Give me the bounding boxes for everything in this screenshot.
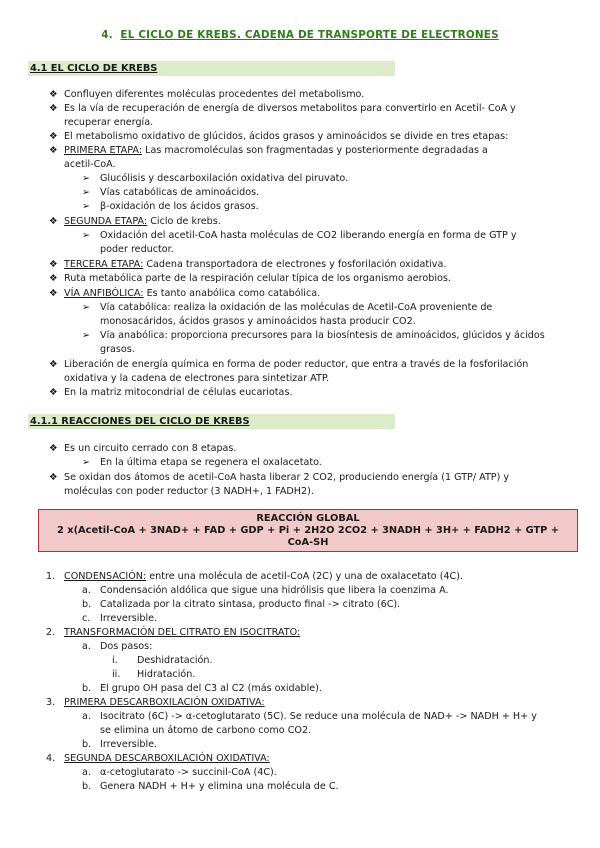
sub-bullet-text: β-oxidación de los ácidos grasos. <box>100 201 259 212</box>
list-letter: a. <box>82 767 91 778</box>
step-primera-descarbox: PRIMERA DESCARBOXILACIÓN OXIDATIVA: <box>64 697 265 708</box>
sub-bullet-text: Oxidación del acetil-CoA hasta moléculas de CO2 liberando energía en forma de GTP y <box>100 230 517 241</box>
arrow-bullet-icon: ➢ <box>82 330 91 341</box>
list-letter: b. <box>82 599 92 610</box>
sub-item-text: α-cetoglutarato -> succinil-CoA (4C). <box>100 767 277 778</box>
step-number: 4. <box>46 753 56 764</box>
bullet-text-cont: moléculas con poder reductor (3 NADH+, 1 FADH2). <box>64 486 314 497</box>
step-number: 1. <box>46 571 56 582</box>
bullet-text: En la matriz mitocondrial de células eucariotas. <box>64 387 293 398</box>
list-roman: i. <box>112 655 118 666</box>
list-letter: a. <box>82 585 91 596</box>
diamond-bullet-icon: ❖ <box>49 145 58 156</box>
sub-item-text-cont: se elimina un átomo de carbono como CO2. <box>100 725 312 736</box>
arrow-bullet-icon: ➢ <box>82 187 91 198</box>
diamond-bullet-icon: ❖ <box>49 359 58 370</box>
sub-sub-item-text: Deshidratación. <box>137 655 213 666</box>
sub-bullet-text-cont: monosacáridos, ácidos grasos y aminoácidos hasta producir CO2. <box>100 316 416 327</box>
diamond-bullet-icon: ❖ <box>49 259 58 270</box>
sub-item-text: Irreversible. <box>100 739 158 750</box>
sub-bullet-text-cont: poder reductor. <box>100 244 174 255</box>
bullet-text-cont: oxidativa y la cadena de electrones para sintetizar ATP. <box>64 373 330 384</box>
bullet-text: El metabolismo oxidativo de glúcidos, ácidos grasos y aminoácidos se divide en tres etapas: <box>64 131 509 142</box>
step-transformacion: TRANSFORMACIÓN DEL CITRATO EN ISOCITRATO: <box>64 627 301 638</box>
diamond-bullet-icon: ❖ <box>49 472 58 483</box>
bullet-text: Es la vía de recuperación de energía de diversos metabolitos para convertirlo en Acetil- CoA y <box>64 103 516 114</box>
bullet-text: Es un circuito cerrado con 8 etapas. <box>64 443 237 454</box>
arrow-bullet-icon: ➢ <box>82 302 91 313</box>
step-number: 2. <box>46 627 56 638</box>
arrow-bullet-icon: ➢ <box>82 201 91 212</box>
sub-bullet-text: Vía catabólica: realiza la oxidación de las moléculas de Acetil-CoA proveniente de <box>100 302 493 313</box>
segunda-etapa: SEGUNDA ETAPA: Ciclo de krebs. <box>64 216 221 227</box>
step-number: 3. <box>46 697 56 708</box>
bullet-text-cont: recuperar energía. <box>64 117 154 128</box>
step-condensacion: CONDENSACIÓN: entre una molécula de acetil-CoA (2C) y una de oxalacetato (4C). <box>64 571 464 582</box>
sub-item-text: El grupo OH pasa del C3 al C2 (más oxidable). <box>100 683 322 694</box>
diamond-bullet-icon: ❖ <box>49 273 58 284</box>
list-letter: a. <box>82 711 91 722</box>
sub-bullet-text: Vía anabólica: proporciona precursores para la biosíntesis de aminoácidos, glúcidos y ácidos <box>100 330 545 341</box>
section-heading-reacciones: 4.1.1 REACCIONES DEL CICLO DE KREBS <box>28 414 395 429</box>
diamond-bullet-icon: ❖ <box>49 288 58 299</box>
title-number: 4. <box>101 29 113 41</box>
list-letter: b. <box>82 683 92 694</box>
via-anfibolica: VÍA ANFIBÓLICA: Es tanto anabólica como catabólica. <box>64 288 321 299</box>
bullet-text: Confluyen diferentes moléculas procedentes del metabolismo. <box>64 89 365 100</box>
bullet-text: Se oxidan dos átomos de acetil-CoA hasta liberar 2 CO2, produciendo energía (1 GTP/ ATP) y <box>64 472 510 483</box>
list-letter: a. <box>82 641 91 652</box>
sub-sub-item-text: Hidratación. <box>137 669 196 680</box>
sub-bullet-text: En la última etapa se regenera el oxalacetato. <box>100 457 322 468</box>
sub-item-text: Catalizada por la citrato sintasa, producto final -> citrato (6C). <box>100 599 401 610</box>
arrow-bullet-icon: ➢ <box>82 457 91 468</box>
list-letter: c. <box>82 613 91 624</box>
diamond-bullet-icon: ❖ <box>49 131 58 142</box>
global-reaction-box <box>38 509 578 552</box>
section-heading-krebs: 4.1 EL CICLO DE KREBS <box>28 61 395 76</box>
sub-bullet-text: Glucólisis y descarboxilación oxidativa del piruvato. <box>100 173 349 184</box>
sub-bullet-text-cont: grasos. <box>100 344 135 355</box>
primera-etapa-cont: acetil-CoA. <box>64 159 116 170</box>
step-segunda-descarbox: SEGUNDA DESCARBOXILACIÓN OXIDATIVA: <box>64 753 270 764</box>
bullet-text: Liberación de energía química en forma de poder reductor, que entra a través de la fosforilación <box>64 359 529 370</box>
primera-etapa: PRIMERA ETAPA: Las macromoléculas son fragmentadas y posteriormente degradadas a <box>64 145 488 156</box>
arrow-bullet-icon: ➢ <box>82 173 91 184</box>
sub-item-text: Genera NADH + H+ y elimina una molécula de C. <box>100 781 339 792</box>
diamond-bullet-icon: ❖ <box>49 89 58 100</box>
sub-item-text: Dos pasos: <box>100 641 153 652</box>
diamond-bullet-icon: ❖ <box>49 387 58 398</box>
sub-item-text: Isocitrato (6C) -> α-cetoglutarato (5C). Se reduce una molécula de NAD+ -> NADH + H+ y <box>100 711 537 722</box>
bullet-text: Ruta metabólica parte de la respiración celular típica de los organismo aerobios. <box>64 273 451 284</box>
sub-item-text: Irreversible. <box>100 613 158 624</box>
document-title <box>0 29 600 41</box>
reaction-title: REACCIÓN GLOBAL <box>256 513 360 524</box>
list-letter: b. <box>82 739 92 750</box>
diamond-bullet-icon: ❖ <box>49 443 58 454</box>
tercera-etapa: TERCERA ETAPA: Cadena transportadora de electrones y fosforilación oxidativa. <box>64 259 447 270</box>
title-text: EL CICLO DE KREBS. CADENA DE TRANSPORTE DE ELECTRONES <box>120 29 499 41</box>
arrow-bullet-icon: ➢ <box>82 230 91 241</box>
list-roman: ii. <box>112 669 121 680</box>
reaction-equation-cont: CoA-SH <box>287 537 329 548</box>
diamond-bullet-icon: ❖ <box>49 216 58 227</box>
sub-item-text: Condensación aldólica que sigue una hidrólisis que libera la coenzima A. <box>100 585 449 596</box>
reaction-equation: 2 x(Acetil-CoA + 3NAD+ + FAD + GDP + Pi + 2H2O 2CO2 + 3NADH + 3H+ + FADH2 + GTP + <box>57 525 559 536</box>
sub-bullet-text: Vías catabólicas de aminoácidos. <box>100 187 260 198</box>
diamond-bullet-icon: ❖ <box>49 103 58 114</box>
list-letter: b. <box>82 781 92 792</box>
